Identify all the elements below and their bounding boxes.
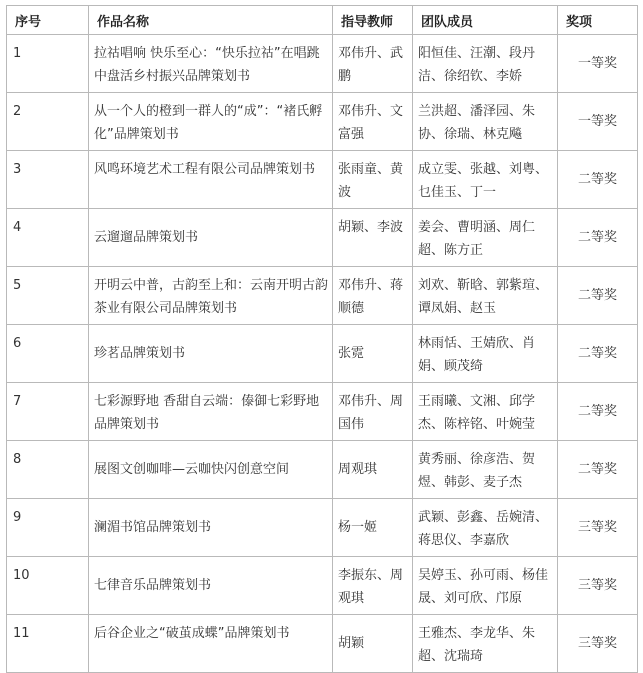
row-teacher: 李振东、周观琪	[333, 557, 413, 615]
header-team: 团队成员	[413, 6, 558, 35]
row-team: 成立雯、张越、刘粤、乜佳玉、丁一	[413, 151, 558, 209]
row-teacher: 张霓	[333, 325, 413, 383]
row-work: 七彩源野地 香甜自云端：傣御七彩野地品牌策划书	[89, 383, 333, 441]
row-award: 二等奖	[558, 383, 638, 441]
row-no: 7	[7, 383, 89, 441]
row-award: 二等奖	[558, 441, 638, 499]
row-no: 1	[7, 35, 89, 93]
row-work: 开明云中普，古韵至上和：云南开明古韵茶业有限公司品牌策划书	[89, 267, 333, 325]
row-no: 6	[7, 325, 89, 383]
row-teacher: 周观琪	[333, 441, 413, 499]
row-work: 云遛遛品牌策划书	[89, 209, 333, 267]
row-team: 吴婷玉、孙可雨、杨佳晟、刘可欣、邝原	[413, 557, 558, 615]
row-work: 拉祜唱响 快乐至心：“快乐拉祜”在唱跳中盘活乡村振兴品牌策划书	[89, 35, 333, 93]
header-award: 奖项	[558, 6, 638, 35]
row-teacher: 邓伟升、武鹏	[333, 35, 413, 93]
row-award: 二等奖	[558, 267, 638, 325]
row-no: 5	[7, 267, 89, 325]
row-award: 三等奖	[558, 499, 638, 557]
table-row	[7, 209, 638, 267]
row-award: 三等奖	[558, 615, 638, 673]
row-no: 4	[7, 209, 89, 267]
table-row	[7, 93, 638, 151]
table-row	[7, 267, 638, 325]
row-team: 王雨曦、文湘、邱学杰、陈梓铭、叶婉莹	[413, 383, 558, 441]
row-teacher: 邓伟升、蒋顺德	[333, 267, 413, 325]
row-team: 黄秀丽、徐彦浩、贺煜、韩彭、麦子杰	[413, 441, 558, 499]
row-team: 姜会、曹明涵、周仁超、陈方正	[413, 209, 558, 267]
row-teacher: 胡颖	[333, 615, 413, 673]
row-work: 珍茗品牌策划书	[89, 325, 333, 383]
row-award: 二等奖	[558, 325, 638, 383]
row-teacher: 张雨童、黄波	[333, 151, 413, 209]
awards-table	[6, 5, 638, 673]
header-work: 作品名称	[89, 6, 333, 35]
row-award: 一等奖	[558, 35, 638, 93]
table-row	[7, 151, 638, 209]
header-no: 序号	[7, 6, 89, 35]
row-teacher: 杨一姬	[333, 499, 413, 557]
table-row	[7, 557, 638, 615]
row-teacher: 胡颖、李波	[333, 209, 413, 267]
row-no: 9	[7, 499, 89, 557]
row-no: 11	[7, 615, 89, 673]
row-work: 澜湄书馆品牌策划书	[89, 499, 333, 557]
table-row	[7, 499, 638, 557]
table-row	[7, 325, 638, 383]
row-award: 二等奖	[558, 209, 638, 267]
row-award: 一等奖	[558, 93, 638, 151]
table-row	[7, 441, 638, 499]
row-team: 王雅杰、李龙华、朱超、沈瑞琦	[413, 615, 558, 673]
table-row	[7, 383, 638, 441]
row-team: 林雨恬、王婧欣、肖娟、顾茂绮	[413, 325, 558, 383]
row-work: 从一个人的橙到一群人的“成”：“褚氏孵化”品牌策划书	[89, 93, 333, 151]
row-no: 10	[7, 557, 89, 615]
header-teacher: 指导教师	[333, 6, 413, 35]
row-award: 三等奖	[558, 557, 638, 615]
row-work: 风鸣环境艺术工程有限公司品牌策划书	[89, 151, 333, 209]
row-team: 阳恒佳、汪潮、段丹洁、徐绍钦、李娇	[413, 35, 558, 93]
row-work: 后谷企业之“破茧成蝶”品牌策划书	[89, 615, 333, 673]
table-row	[7, 35, 638, 93]
row-team: 兰洪超、潘泽园、朱协、徐瑞、林克飚	[413, 93, 558, 151]
row-team: 刘欢、靳晗、郭紫瑄、谭凤娟、赵玉	[413, 267, 558, 325]
row-work: 七律音乐品牌策划书	[89, 557, 333, 615]
awards-table-wrapper	[6, 5, 638, 673]
table-header-row	[7, 6, 638, 35]
row-work: 展图文创咖啡—云咖快闪创意空间	[89, 441, 333, 499]
row-no: 2	[7, 93, 89, 151]
row-no: 8	[7, 441, 89, 499]
row-teacher: 邓伟升、文富强	[333, 93, 413, 151]
row-no: 3	[7, 151, 89, 209]
row-award: 二等奖	[558, 151, 638, 209]
row-team: 武颖、彭鑫、岳婉清、蒋思仪、李嘉欣	[413, 499, 558, 557]
table-row	[7, 615, 638, 673]
row-teacher: 邓伟升、周国伟	[333, 383, 413, 441]
